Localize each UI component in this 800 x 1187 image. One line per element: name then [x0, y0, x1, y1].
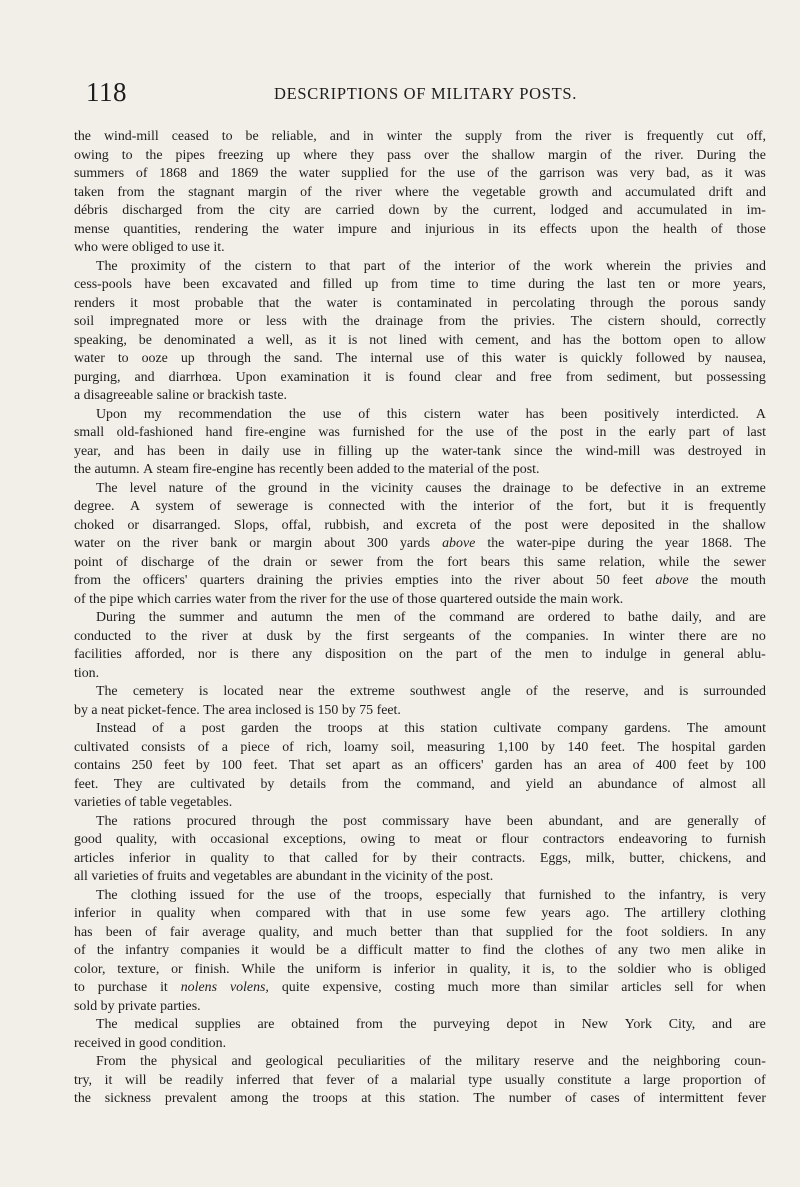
text-line: who were obliged to use it.	[74, 240, 225, 255]
text-line: has been of fair average quality, and much better than that supplied for the foot soldiers. In any	[74, 924, 766, 940]
page-header	[74, 76, 766, 112]
book-page	[74, 76, 766, 1109]
text-line: water on the river bank or margin about 300 yards above the water-pipe during the year 1868. The	[74, 536, 766, 551]
text-line: a disagreeable saline or brackish taste.	[74, 388, 287, 403]
body-text	[74, 128, 766, 1109]
text-line: summers of 1868 and 1869 the water supplied for the use of the garrison was very bad, as it was	[74, 166, 766, 181]
text-line: varieties of table vegetables.	[74, 795, 233, 810]
text-line: point of discharge of the drain or sewer from the fort bears this same relation, while the sewer	[74, 554, 766, 570]
text-line: color, texture, or finish. While the uniform is inferior in quality, it is, to the soldier who is obliged	[74, 961, 766, 977]
text-line: taken from the stagnant margin of the river where the vegetable growth and accumulated drift and	[74, 184, 766, 200]
text-line: articles inferior in quality to that called for by their contracts. Eggs, milk, butter, chickens, and	[74, 850, 766, 866]
text-line: degree. A system of sewerage is connected with the interior of the fort, but it is frequently	[74, 499, 766, 514]
text-line: cultivated consists of a piece of rich, loamy soil, measuring 1,100 by 140 feet. The hospital garden	[74, 739, 766, 755]
text-line: inferior in quality when compared with that in use some few years ago. The artillery clothing	[74, 906, 766, 921]
text-line: sold by private parties.	[74, 998, 201, 1014]
paragraph-first-line: The level nature of the ground in the vicinity causes the drainage to be defective in an extreme	[96, 480, 766, 496]
page-number: 118	[86, 77, 127, 107]
text-line: the sickness prevalent among the troops at this station. The number of cases of intermittent fever	[74, 1091, 766, 1106]
text-line: of the infantry companies it would be a difficult matter to find the clothes of any two men alike in	[74, 943, 766, 958]
text-line: of the pipe which carries water from the river for the use of those quartered outside the main work.	[74, 591, 624, 607]
text-line: the wind-mill ceased to be reliable, and in winter the supply from the river is frequently cut off,	[74, 129, 766, 144]
text-line: received in good condition.	[74, 1035, 227, 1051]
text-line: from the officers' quarters draining the privies empties into the river about 50 feet above the mouth	[74, 573, 766, 588]
text-line: owing to the pipes freezing up where they pass over the shallow margin of the river. During the	[74, 147, 766, 163]
paragraph-first-line: The clothing issued for the use of the troops, especially that furnished to the infantry, is very	[96, 887, 766, 903]
text-line: tion.	[74, 665, 100, 681]
text-line: soil impregnated more or less with the drainage from the privies. The cistern should, correctly	[74, 314, 766, 329]
text-line: mense quantities, rendering the water impure and injurious in its effects upon the health of those	[74, 221, 766, 237]
text-line: good quality, with occasional exceptions, owing to meat or flour contractors endeavoring to furnish	[74, 832, 766, 847]
text-line: cess-pools have been excavated and filled up from time to time during the last ten or more years,	[74, 277, 766, 292]
text-line: contains 250 feet by 100 feet. That set apart as an officers' garden has an area of 400 feet by 100	[74, 758, 766, 773]
text-line: choked or disarranged. Slops, offal, rubbish, and excreta of the post were deposited in the shallow	[74, 517, 766, 533]
paragraph-first-line: From the physical and geological peculiarities of the military reserve and the neighboring coun-	[96, 1054, 766, 1069]
text-line: débris discharged from the city are carried down by the current, lodged and accumulated in im-	[74, 203, 766, 218]
paragraph-first-line: The medical supplies are obtained from the purveying depot in New York City, and are	[96, 1017, 766, 1032]
text-line: feet. They are cultivated by details from the command, and yield an abundance of almost all	[74, 776, 766, 792]
text-line: the autumn. A steam fire-engine has recently been added to the material of the post.	[74, 462, 540, 477]
paragraph-first-line: The cemetery is located near the extreme southwest angle of the reserve, and is surrounded	[96, 684, 766, 699]
text-line: renders it most probable that the water is contaminated in percolating through the porous sandy	[74, 295, 766, 311]
text-line: to purchase it nolens volens, quite expensive, costing much more than similar articles sell for when	[74, 980, 766, 995]
text-line: water to ooze up through the sand. The internal use of this water is quickly followed by nausea,	[74, 351, 766, 366]
text-line: facilities afforded, nor is there any disposition on the part of the men to indulge in general ablu-	[74, 647, 766, 662]
paragraph-first-line: Instead of a post garden the troops at this station cultivate company gardens. The amount	[96, 721, 766, 736]
paragraph-first-line: During the summer and autumn the men of the command are ordered to bathe daily, and are	[96, 610, 766, 625]
text-line: speaking, be denominated a well, as it is not lined with cement, and has the bottom open to allow	[74, 332, 766, 348]
text-line: try, it will be readily inferred that fever of a malarial type usually constitute a large proportion of	[74, 1072, 766, 1088]
running-title: DESCRIPTIONS OF MILITARY POSTS.	[274, 84, 578, 103]
text-line: purging, and diarrhœa. Upon examination it is found clear and free from sediment, but possessing	[74, 369, 766, 385]
paragraph-first-line: The rations procured through the post commissary have been abundant, and are generally of	[96, 813, 766, 829]
paragraph-first-line: Upon my recommendation the use of this cistern water has been positively interdicted. A	[96, 406, 766, 422]
text-line: all varieties of fruits and vegetables are abundant in the vicinity of the post.	[74, 869, 494, 884]
text-line: year, and has been in daily use in filling up the water-tank since the wind-mill was destroyed in	[74, 443, 766, 459]
paragraph-first-line: The proximity of the cistern to that part of the interior of the work wherein the privies and	[96, 258, 766, 274]
text-line: small old-fashioned hand fire-engine was furnished for the use of the post in the early part of last	[74, 425, 766, 440]
text-line: conducted to the river at dusk by the first sergeants of the companies. In winter there are no	[74, 628, 766, 644]
text-line: by a neat picket-fence. The area inclosed is 150 by 75 feet.	[74, 702, 401, 718]
